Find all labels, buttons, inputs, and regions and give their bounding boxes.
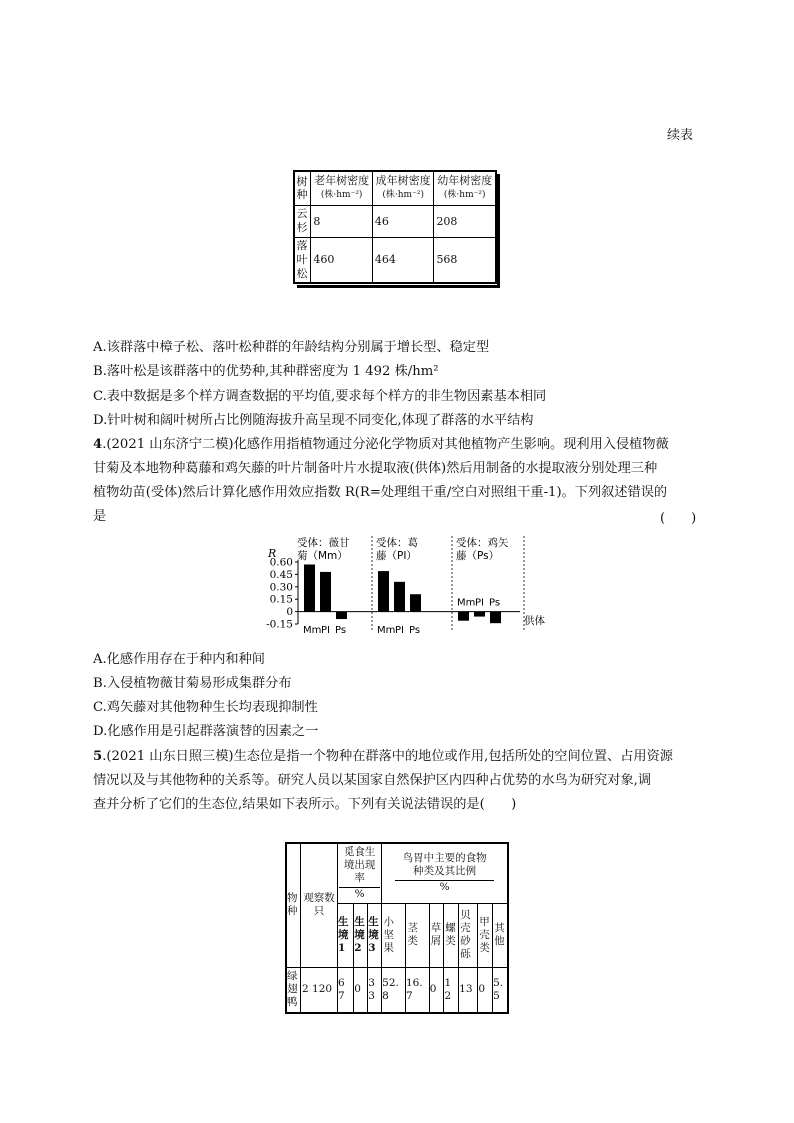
chart-group-label: 菊（Mm） xyxy=(297,550,348,562)
table2-header-habitat: 觅食生境出现率 % xyxy=(338,843,382,903)
chart-group-label: 受体：薇甘 xyxy=(297,537,350,549)
table1-header-adult: 成年树密度 (株·hm⁻²) xyxy=(372,171,434,205)
table1-header-species: 树种 xyxy=(294,171,311,205)
table1-header-young: 幼年树密度 (株·hm⁻²) xyxy=(434,171,496,205)
chart-bar-pi xyxy=(474,612,485,617)
table1-cell: 46 xyxy=(372,205,434,237)
table2-subheader-habitat: 生境2 xyxy=(354,903,368,967)
q4-stem-line2: 甘菊及本地物种葛藤和鸡矢藤的叶片制备叶片水提取液(供体)然后用制备的水提取液分别处理三种 xyxy=(93,461,658,476)
q4-option-c: C.鸡矢藤对其他物种生长均表现抑制性 xyxy=(93,700,318,715)
q4-option-b: B.入侵植物薇甘菊易形成集群分布 xyxy=(93,676,292,691)
table1-cell: 460 xyxy=(311,237,373,283)
table1-cell: 208 xyxy=(434,205,496,237)
chart-y-tick-label: 0.15 xyxy=(269,593,293,606)
table2-cell-food: 52.8 xyxy=(382,967,406,1013)
chart-group-label: 受体：鸡矢 xyxy=(456,537,509,549)
table2-subheader-food: 贝壳砂砾 xyxy=(459,903,478,967)
table1-header-old: 老年树密度 (株·hm⁻²) xyxy=(311,171,373,205)
q4-stem-line1: 4.(2021 山东济宁二模)化感作用指植物通过分泌化学物质对其他植物产生影响。现利用入侵植物薇 xyxy=(93,437,669,452)
allelopathy-chart xyxy=(262,532,562,642)
chart-bar-ps xyxy=(336,612,347,619)
q4-stem-line4: 是 xyxy=(93,509,107,524)
table2-subheader-food: 草屑 xyxy=(429,903,444,967)
table2-row-count: 2 120 xyxy=(301,967,338,1013)
table1-row-name: 落叶松 xyxy=(294,237,311,283)
table2-subheader-food: 甲壳类 xyxy=(478,903,493,967)
chart-y-tick-label: -0.15 xyxy=(266,618,293,631)
table1-cell: 568 xyxy=(434,237,496,283)
chart-x-tick-label: Ps xyxy=(409,625,421,636)
table2-subheader-food: 小坚果 xyxy=(382,903,406,967)
table1-cell: 8 xyxy=(311,205,373,237)
chart-x-tick-label: PI xyxy=(321,625,330,636)
continue-label: 续表 xyxy=(667,128,694,143)
table2-header-food: 鸟胃中主要的食物种类及其比例 % xyxy=(382,843,508,903)
chart-x-label: 供体 xyxy=(524,615,545,627)
chart-x-tick-label: Mm xyxy=(457,597,476,609)
table2-cell-habitat: 0 xyxy=(354,967,368,1013)
table1-cell: 464 xyxy=(372,237,434,283)
table1-shadow xyxy=(297,285,500,288)
q5-stem-line3: 查并分析了它们的生态位,结果如下表所示。下列有关说法错误的是( ) xyxy=(93,797,517,812)
chart-group-label: 受体：葛 xyxy=(376,537,418,549)
q5-stem-line1: 5.(2021 山东日照三模)生态位是指一个物种在群落中的地位或作用,包括所处的空间位置、占用资源 xyxy=(93,749,673,764)
table2-header-species: 物种 xyxy=(286,843,301,967)
q4-answer-bracket: ( ) xyxy=(660,511,697,526)
chart-x-tick-label: Ps xyxy=(335,625,347,636)
table2-cell-habitat: 67 xyxy=(338,967,354,1013)
q4-option-d: D.化感作用是引起群落演替的因素之一 xyxy=(93,724,319,739)
chart-y-label: R xyxy=(268,547,277,560)
q5-stem-line2: 情况以及与其他物种的关系等。研究人员以某国家自然保护区内四种占优势的水鸟为研究对象,调 xyxy=(93,773,652,788)
q3-option-a: A.该群落中樟子松、落叶松种群的年龄结构分别属于增长型、稳定型 xyxy=(93,340,490,355)
table2-cell-habitat: 33 xyxy=(368,967,382,1013)
table2-cell-food: 16.7 xyxy=(405,967,429,1013)
q3-option-c: C.表中数据是多个样方调查数据的平均值,要求每个样方的非生物因素基本相同 xyxy=(93,389,547,404)
chart-y-tick-label: 0.30 xyxy=(269,581,293,594)
table2-header-count: 观察数 只 xyxy=(301,843,338,967)
table1-shadow xyxy=(497,174,500,288)
q3-option-b: B.落叶松是该群落中的优势种,其种群密度为 1 492 株/hm² xyxy=(93,364,439,379)
chart-bar-ps xyxy=(490,612,501,624)
table2-subheader-food: 茎类 xyxy=(405,903,429,967)
q4-stem-line3: 植物幼苗(受体)然后计算化感作用效应指数 R(R=处理组干重/空白对照组干重-1)。下列叙述错误的 xyxy=(93,485,668,500)
table2-cell-food: 12 xyxy=(444,967,459,1013)
chart-bar-mm xyxy=(378,571,389,612)
chart-x-tick-label: Mm xyxy=(303,625,322,636)
table2-cell-food: 13 xyxy=(459,967,478,1013)
table1-row-name: 云杉 xyxy=(294,205,311,237)
chart-group-label: 藤（PI） xyxy=(376,550,417,562)
table2-cell-food: 0 xyxy=(478,967,493,1013)
table2-row-species: 绿翅鸭 xyxy=(286,967,301,1013)
chart-bar-mm xyxy=(304,564,315,611)
chart-x-tick-label: Ps xyxy=(489,597,501,609)
table2-subheader-habitat: 生境3 xyxy=(368,903,382,967)
chart-x-tick-label: PI xyxy=(395,625,404,636)
table2-cell-food: 0 xyxy=(429,967,444,1013)
table2-subheader-food: 其他 xyxy=(493,903,508,967)
q4-option-a: A.化感作用存在于种内和种间 xyxy=(93,652,265,667)
chart-bar-ps xyxy=(410,594,421,611)
waterbird-niche-table xyxy=(285,842,509,1014)
chart-bar-pi xyxy=(320,572,331,612)
chart-group-label: 藤（Ps） xyxy=(456,550,500,562)
table2-subheader-food: 螺类 xyxy=(444,903,459,967)
table2-cell-food: 5.5 xyxy=(493,967,508,1013)
tree-density-table xyxy=(293,170,497,284)
chart-x-tick-label: PI xyxy=(475,597,484,609)
chart-bar-mm xyxy=(458,612,469,621)
chart-x-tick-label: Mm xyxy=(377,625,396,636)
chart-y-tick-label: 0.45 xyxy=(269,568,293,581)
chart-bar-pi xyxy=(394,582,405,612)
q3-option-d: D.针叶树和阔叶树所占比例随海拔升高呈现不同变化,体现了群落的水平结构 xyxy=(93,413,534,428)
table2-subheader-habitat: 生境1 xyxy=(338,903,354,967)
chart-y-tick-label: 0.60 xyxy=(269,556,293,569)
chart-y-tick-label: 0 xyxy=(286,606,293,619)
